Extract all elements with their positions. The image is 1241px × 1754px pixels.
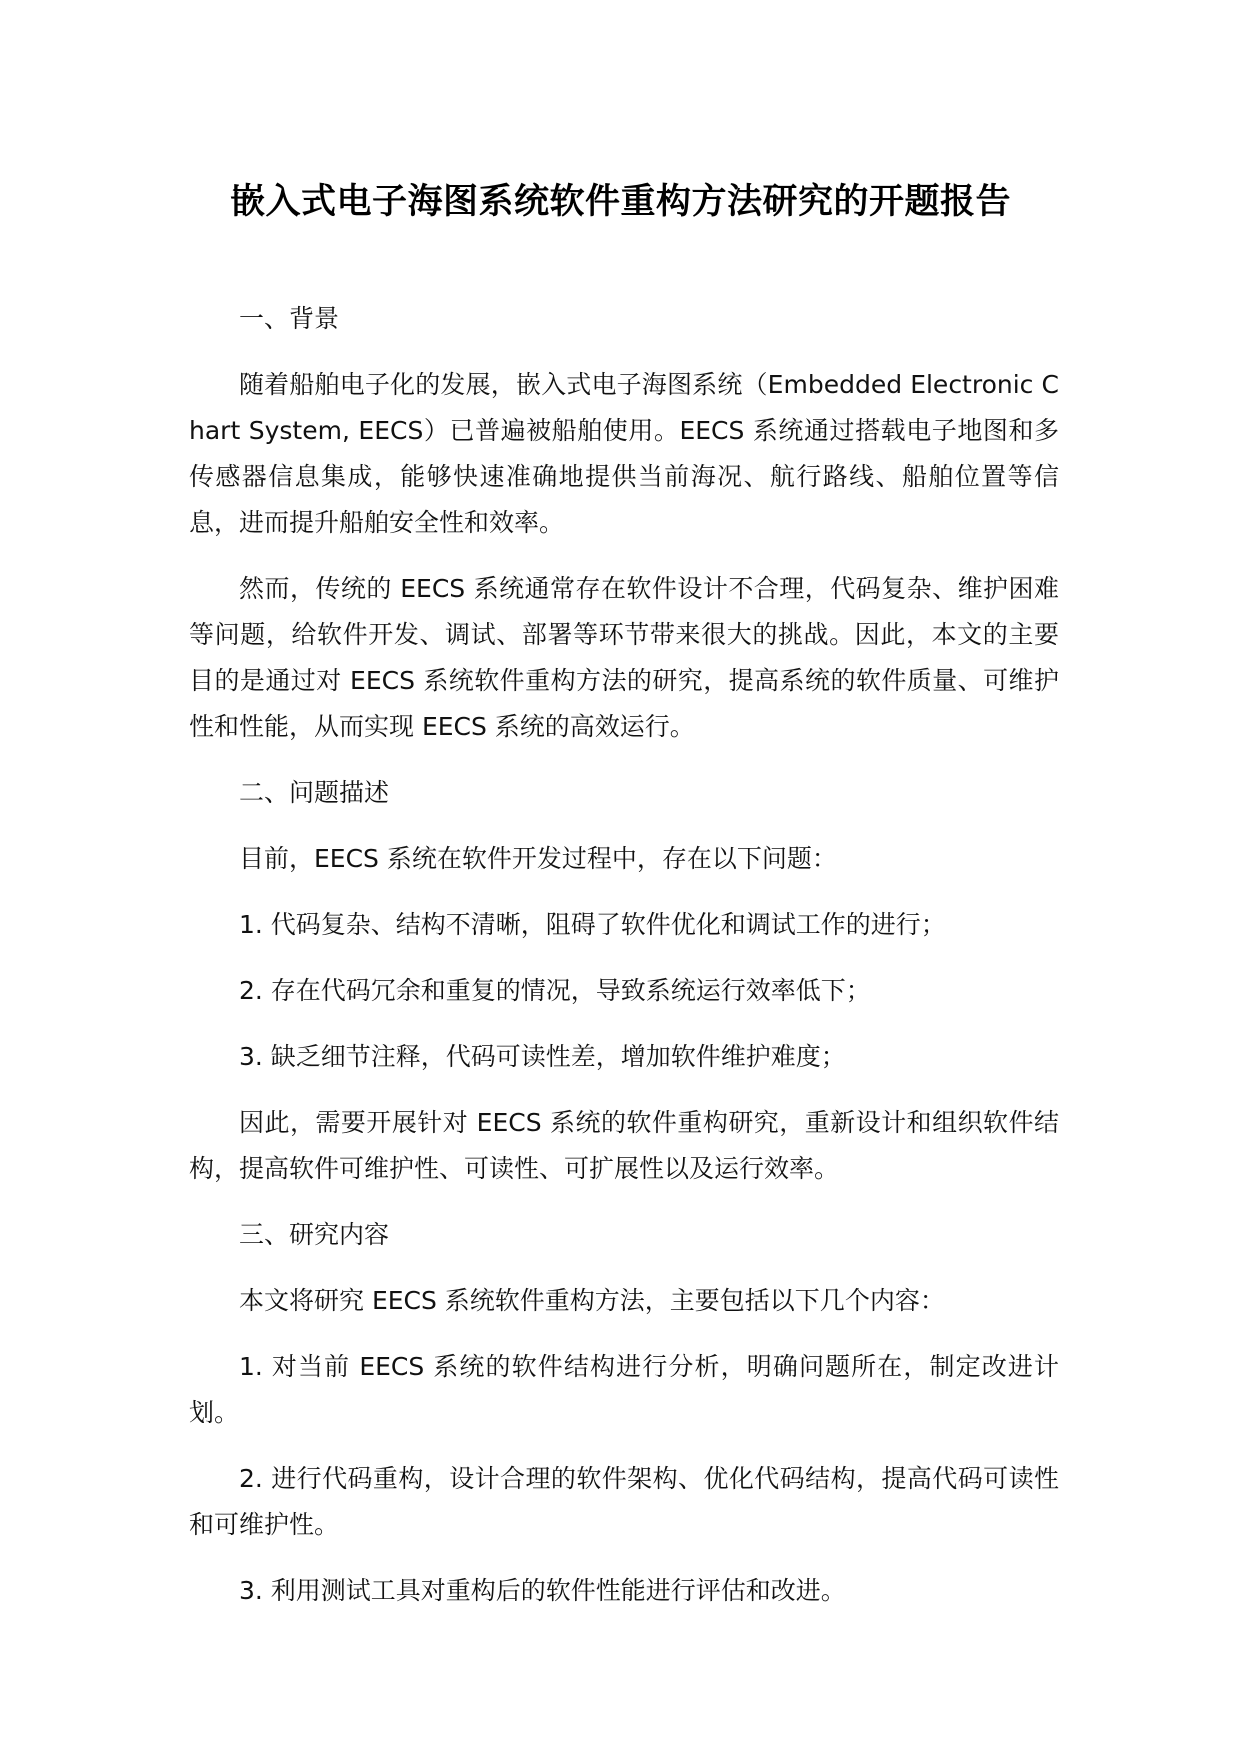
section-heading-problem: 二、问题描述	[239, 778, 390, 807]
list-item-research-2: 2. 进行代码重构，设计合理的软件架构、优化代码结构，提高代码可读性和可维护性。	[189, 1464, 1059, 1539]
list-item-problem-3: 3. 缺乏细节注释，代码可读性差，增加软件维护难度；	[239, 1042, 846, 1071]
list-item-research-1: 1. 对当前 EECS 系统的软件结构进行分析，明确问题所在，制定改进计划。	[189, 1352, 1059, 1427]
section-heading-research: 三、研究内容	[239, 1220, 390, 1249]
paragraph-background-1: 随着船舶电子化的发展，嵌入式电子海图系统（Embedded Electronic Chart System, EECS）已普遍被船舶使用。EECS 系统通过搭载电子地图和多传感器信息集成，能够快速准确地提供当前海况、航行路线、船舶位置等信息，进而提升船舶安全性和效率。	[189, 370, 1059, 537]
paragraph-problem-intro: 目前，EECS 系统在软件开发过程中，存在以下问题：	[239, 844, 837, 873]
list-item-research-3: 3. 利用测试工具对重构后的软件性能进行评估和改进。	[239, 1576, 846, 1605]
document-title: 嵌入式电子海图系统软件重构方法研究的开题报告	[229, 182, 1011, 222]
document-body	[189, 296, 1059, 1634]
section-heading-background: 一、背景	[239, 304, 340, 333]
list-item-problem-1: 1. 代码复杂、结构不清晰，阻碍了软件优化和调试工作的进行；	[239, 910, 946, 939]
paragraph-background-2: 然而，传统的 EECS 系统通常存在软件设计不合理，代码复杂、维护困难等问题，给软件开发、调试、部署等环节带来很大的挑战。因此，本文的主要目的是通过对 EECS 系统软件重构方法的研究，提高系统的软件质量、可维护性和性能，从而实现 EECS 系统的高效运行。	[189, 574, 1059, 741]
list-item-problem-2: 2. 存在代码冗余和重复的情况，导致系统运行效率低下；	[239, 976, 871, 1005]
paragraph-problem-conclusion: 因此，需要开展针对 EECS 系统的软件重构研究，重新设计和组织软件结构，提高软件可维护性、可读性、可扩展性以及运行效率。	[189, 1108, 1059, 1183]
paragraph-research-intro: 本文将研究 EECS 系统软件重构方法，主要包括以下几个内容：	[239, 1286, 945, 1315]
